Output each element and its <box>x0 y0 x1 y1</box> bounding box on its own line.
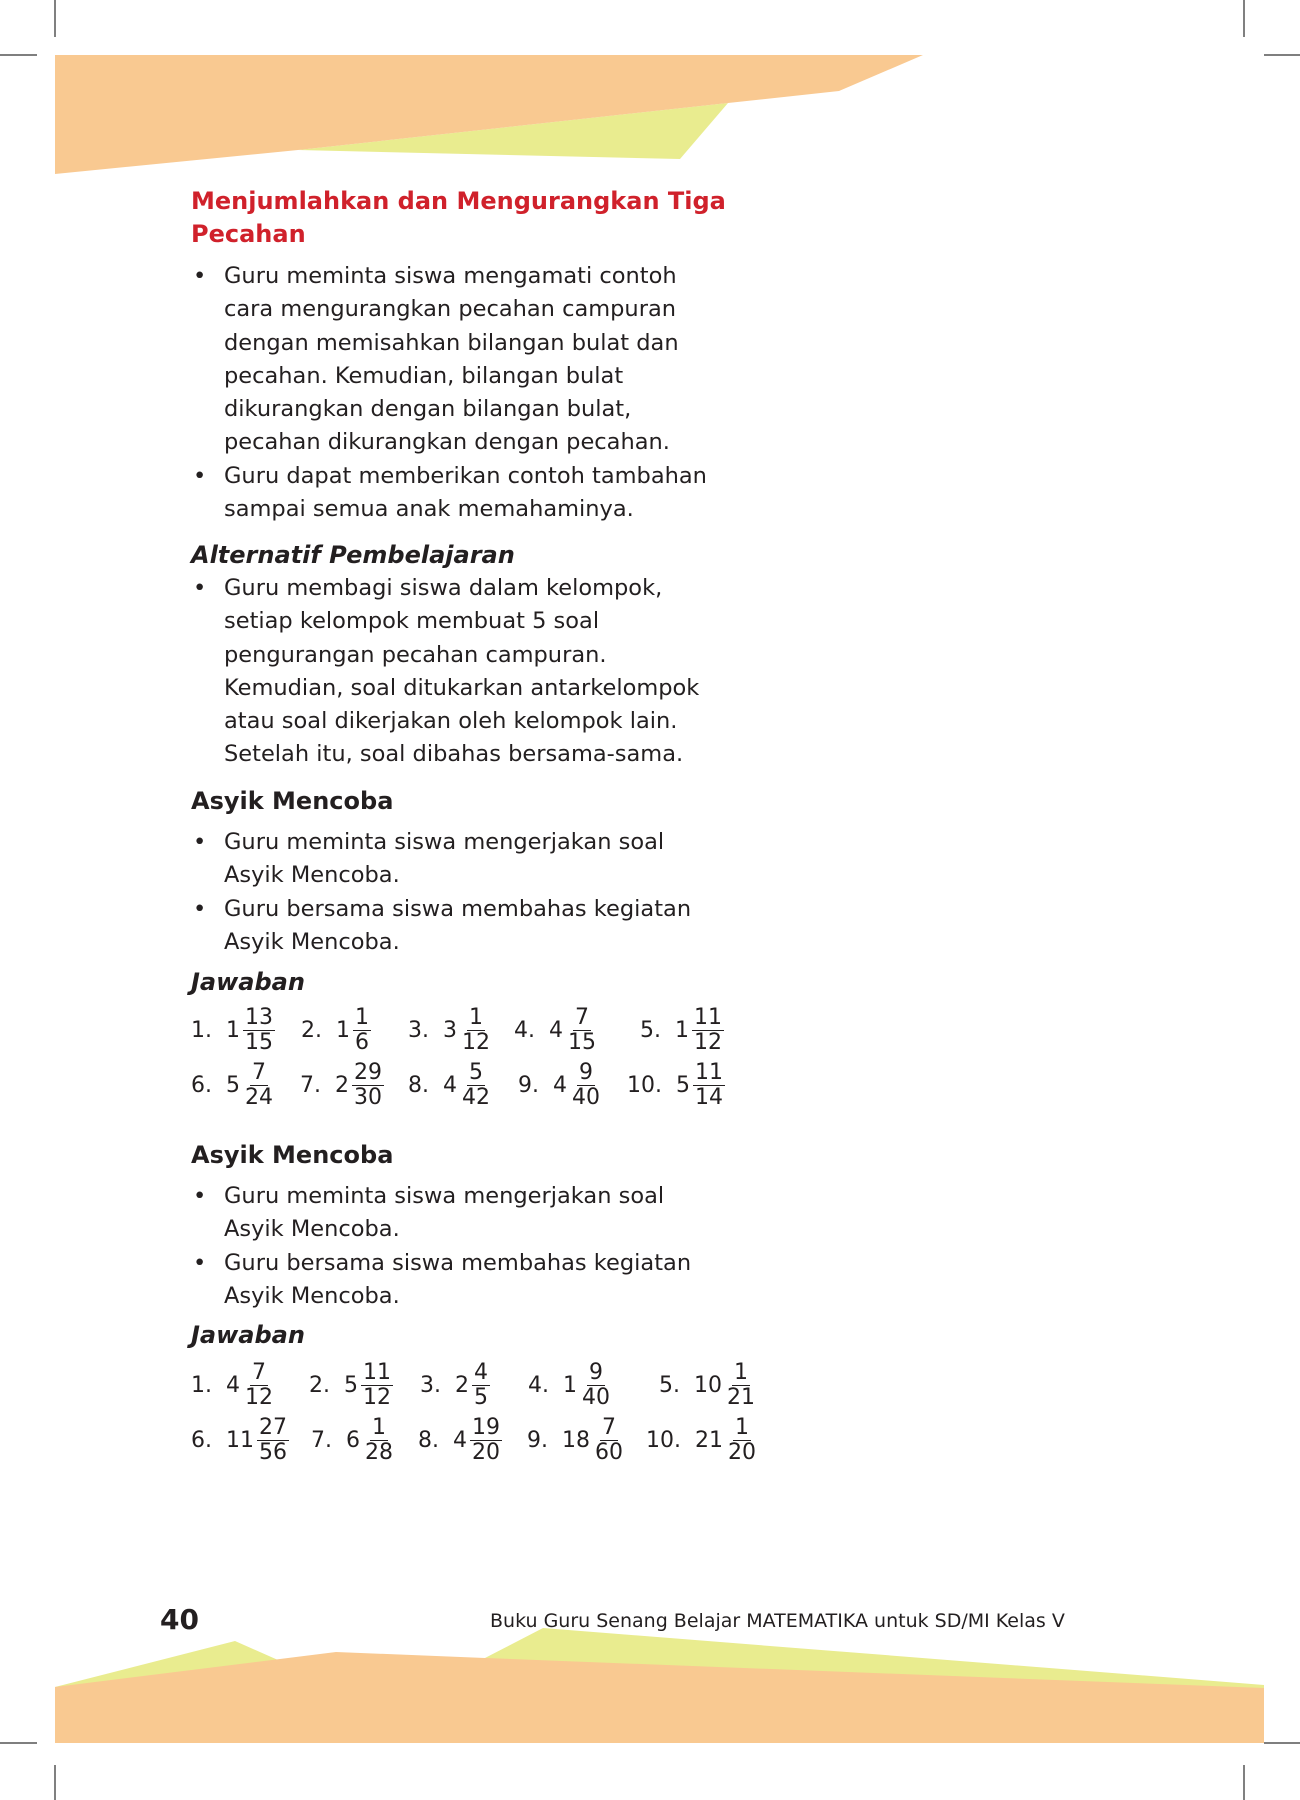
bullet-text: Guru membagi siswa dalam kelompok, setiap kelompok membuat 5 soal pengurangan pecahan campuran. Kemudian, soal ditukarkan antarkelompok atau soal dikerjakan oleh kelompok lain. Setelah itu, soal dibahas bersama-sama. <box>224 575 700 768</box>
denominator: 40 <box>572 1085 600 1110</box>
answer-number: 2. <box>309 1373 330 1398</box>
whole-number: 5 <box>226 1073 240 1098</box>
numerator: 5 <box>469 1060 483 1085</box>
fraction <box>693 1061 725 1110</box>
answer-item <box>659 1361 757 1410</box>
answer-item <box>640 1006 724 1055</box>
numerator: 7 <box>252 1360 266 1385</box>
answer-number: 4. <box>514 1018 535 1043</box>
answer-item <box>514 1006 598 1055</box>
book-title: Buku Guru Senang Belajar MATEMATIKA untuk SD/MI Kelas V <box>490 1610 1065 1632</box>
denominator: 40 <box>582 1385 610 1410</box>
answer-number: 3. <box>408 1018 429 1043</box>
answer-item <box>311 1416 395 1465</box>
denominator: 6 <box>355 1030 369 1055</box>
denominator: 12 <box>694 1030 722 1055</box>
whole-number: 5 <box>676 1073 690 1098</box>
fraction <box>570 1061 602 1110</box>
fraction <box>353 1006 371 1055</box>
whole-number: 18 <box>562 1428 590 1453</box>
answer-item <box>627 1061 725 1110</box>
denominator: 12 <box>245 1385 273 1410</box>
denominator: 30 <box>354 1085 382 1110</box>
answer-number: 6. <box>191 1073 212 1098</box>
denominator: 42 <box>462 1085 490 1110</box>
whole-number: 6 <box>346 1428 360 1453</box>
numerator: 1 <box>355 1005 369 1030</box>
whole-number: 3 <box>443 1018 457 1043</box>
answer-item <box>309 1361 393 1410</box>
answer-number: 4. <box>528 1373 549 1398</box>
whole-number: 4 <box>553 1073 567 1098</box>
answer-item <box>408 1006 492 1055</box>
numerator: 29 <box>354 1060 382 1085</box>
fraction <box>593 1416 625 1465</box>
denominator: 15 <box>568 1030 596 1055</box>
answer-number: 1. <box>191 1018 212 1043</box>
whole-number: 2 <box>335 1073 349 1098</box>
denominator: 15 <box>245 1030 273 1055</box>
alternatif-heading: Alternatif Pembelajaran <box>191 541 515 569</box>
whole-number: 2 <box>455 1373 469 1398</box>
asyik-mencoba-heading: Asyik Mencoba <box>191 1141 394 1169</box>
numerator: 19 <box>472 1415 500 1440</box>
page-number: 40 <box>160 1603 199 1636</box>
list-item: • Guru meminta siswa mengamati contoh cara mengurangkan pecahan campuran dengan memisahkan bilangan bulat dan pecahan. Kemudian, bilangan bulat dikurangkan dengan bilangan bulat, pecahan dikurangkan dengan pecahan. <box>193 263 679 456</box>
fraction <box>460 1006 492 1055</box>
fraction <box>726 1416 758 1465</box>
bottom-orange-band <box>55 1652 1264 1743</box>
fraction <box>361 1361 393 1410</box>
whole-number: 1 <box>563 1373 577 1398</box>
fraction <box>566 1006 598 1055</box>
title-line: Pecahan <box>191 220 306 248</box>
intro-bullet-list <box>191 260 731 526</box>
answer-number: 7. <box>300 1073 321 1098</box>
numerator: 9 <box>579 1060 593 1085</box>
denominator: 24 <box>245 1085 273 1110</box>
fraction <box>460 1061 492 1110</box>
fraction <box>243 1006 275 1055</box>
numerator: 1 <box>735 1415 749 1440</box>
whole-number: 4 <box>443 1073 457 1098</box>
fraction <box>363 1416 395 1465</box>
answer-item <box>301 1006 371 1055</box>
answer-item <box>408 1061 492 1110</box>
asyik-bullet-list <box>191 826 711 959</box>
list-item: • Guru bersama siswa membahas kegiatan Asyik Mencoba. <box>193 895 692 955</box>
denominator: 28 <box>365 1440 393 1465</box>
answer-item <box>420 1361 490 1410</box>
fraction <box>472 1361 490 1410</box>
answer-number: 9. <box>518 1073 539 1098</box>
answer-item <box>191 1361 275 1410</box>
answer-number: 1. <box>191 1373 212 1398</box>
denominator: 5 <box>474 1385 488 1410</box>
answer-number: 8. <box>408 1073 429 1098</box>
denominator: 56 <box>259 1440 287 1465</box>
whole-number: 1 <box>336 1018 350 1043</box>
answer-number: 2. <box>301 1018 322 1043</box>
whole-number: 21 <box>695 1428 723 1453</box>
answer-item <box>191 1416 289 1465</box>
numerator: 1 <box>734 1360 748 1385</box>
denominator: 21 <box>727 1385 755 1410</box>
denominator: 14 <box>695 1085 723 1110</box>
answer-number: 6. <box>191 1428 212 1453</box>
denominator: 20 <box>472 1440 500 1465</box>
whole-number: 4 <box>226 1373 240 1398</box>
fraction <box>725 1361 757 1410</box>
answer-number: 8. <box>418 1428 439 1453</box>
whole-number: 1 <box>226 1018 240 1043</box>
denominator: 12 <box>363 1385 391 1410</box>
answer-item <box>528 1361 612 1410</box>
asyik-bullet-list <box>191 1180 711 1313</box>
answer-item <box>191 1006 275 1055</box>
numerator: 4 <box>474 1360 488 1385</box>
bullet-text: Guru meminta siswa mengerjakan soal Asyik Mencoba. <box>224 1183 665 1243</box>
bullet-text: Guru dapat memberikan contoh tambahan sampai semua anak memahaminya. <box>224 462 707 523</box>
numerator: 1 <box>372 1415 386 1440</box>
list-item: • Guru dapat memberikan contoh tambahan sampai semua anak memahaminya. <box>193 462 707 523</box>
bullet-text: Guru meminta siswa mengerjakan soal Asyik Mencoba. <box>224 829 665 889</box>
fraction <box>470 1416 502 1465</box>
numerator: 11 <box>695 1060 723 1085</box>
numerator: 7 <box>252 1060 266 1085</box>
numerator: 11 <box>694 1005 722 1030</box>
whole-number: 1 <box>675 1018 689 1043</box>
whole-number: 10 <box>694 1373 722 1398</box>
answer-item <box>191 1061 275 1110</box>
bullet-text: Guru meminta siswa mengamati contoh cara mengurangkan pecahan campuran dengan memisahkan bilangan bulat dan pecahan. Kemudian, bilangan bulat dikurangkan dengan bilangan bulat, pecahan dikurangkan dengan pecahan. <box>224 263 679 456</box>
section-title <box>191 185 751 251</box>
numerator: 7 <box>602 1415 616 1440</box>
jawaban-heading: Jawaban <box>191 968 305 996</box>
title-line: Menjumlahkan dan Mengurangkan Tiga <box>191 187 726 215</box>
list-item: • Guru bersama siswa membahas kegiatan Asyik Mencoba. <box>193 1249 692 1309</box>
fraction <box>580 1361 612 1410</box>
numerator: 1 <box>469 1005 483 1030</box>
answer-item <box>300 1061 384 1110</box>
numerator: 9 <box>589 1360 603 1385</box>
whole-number: 4 <box>453 1428 467 1453</box>
whole-number: 11 <box>226 1428 254 1453</box>
answer-number: 7. <box>311 1428 332 1453</box>
fraction <box>243 1361 275 1410</box>
numerator: 27 <box>259 1415 287 1440</box>
answer-number: 5. <box>640 1018 661 1043</box>
fraction <box>257 1416 289 1465</box>
denominator: 60 <box>595 1440 623 1465</box>
fraction <box>692 1006 724 1055</box>
fraction <box>352 1061 384 1110</box>
answer-number: 10. <box>646 1428 681 1453</box>
numerator: 11 <box>363 1360 391 1385</box>
answer-number: 10. <box>627 1073 662 1098</box>
top-orange-band <box>55 55 923 174</box>
numerator: 7 <box>575 1005 589 1030</box>
numerator: 13 <box>245 1005 273 1030</box>
asyik-mencoba-heading: Asyik Mencoba <box>191 787 394 815</box>
jawaban-heading: Jawaban <box>191 1321 305 1349</box>
bullet-text: Guru bersama siswa membahas kegiatan Asyik Mencoba. <box>224 895 692 955</box>
answer-item <box>646 1416 758 1465</box>
whole-number: 4 <box>549 1018 563 1043</box>
answer-number: 3. <box>420 1373 441 1398</box>
list-item: • Guru meminta siswa mengerjakan soal Asyik Mencoba. <box>193 1183 665 1243</box>
answer-item <box>527 1416 625 1465</box>
alternatif-bullet-list <box>191 572 721 772</box>
denominator: 20 <box>728 1440 756 1465</box>
answer-number: 5. <box>659 1373 680 1398</box>
list-item: • Guru meminta siswa mengerjakan soal Asyik Mencoba. <box>193 829 665 889</box>
answer-item <box>418 1416 502 1465</box>
whole-number: 5 <box>344 1373 358 1398</box>
fraction <box>243 1061 275 1110</box>
denominator: 12 <box>462 1030 490 1055</box>
bullet-text: Guru bersama siswa membahas kegiatan Asyik Mencoba. <box>224 1249 692 1309</box>
list-item: • Guru membagi siswa dalam kelompok, setiap kelompok membuat 5 soal pengurangan pecahan campuran. Kemudian, soal ditukarkan antarkelompok atau soal dikerjakan oleh kelompok lain. Setelah itu, soal dibahas bersama-sama. <box>193 575 700 768</box>
answer-number: 9. <box>527 1428 548 1453</box>
answer-item <box>518 1061 602 1110</box>
